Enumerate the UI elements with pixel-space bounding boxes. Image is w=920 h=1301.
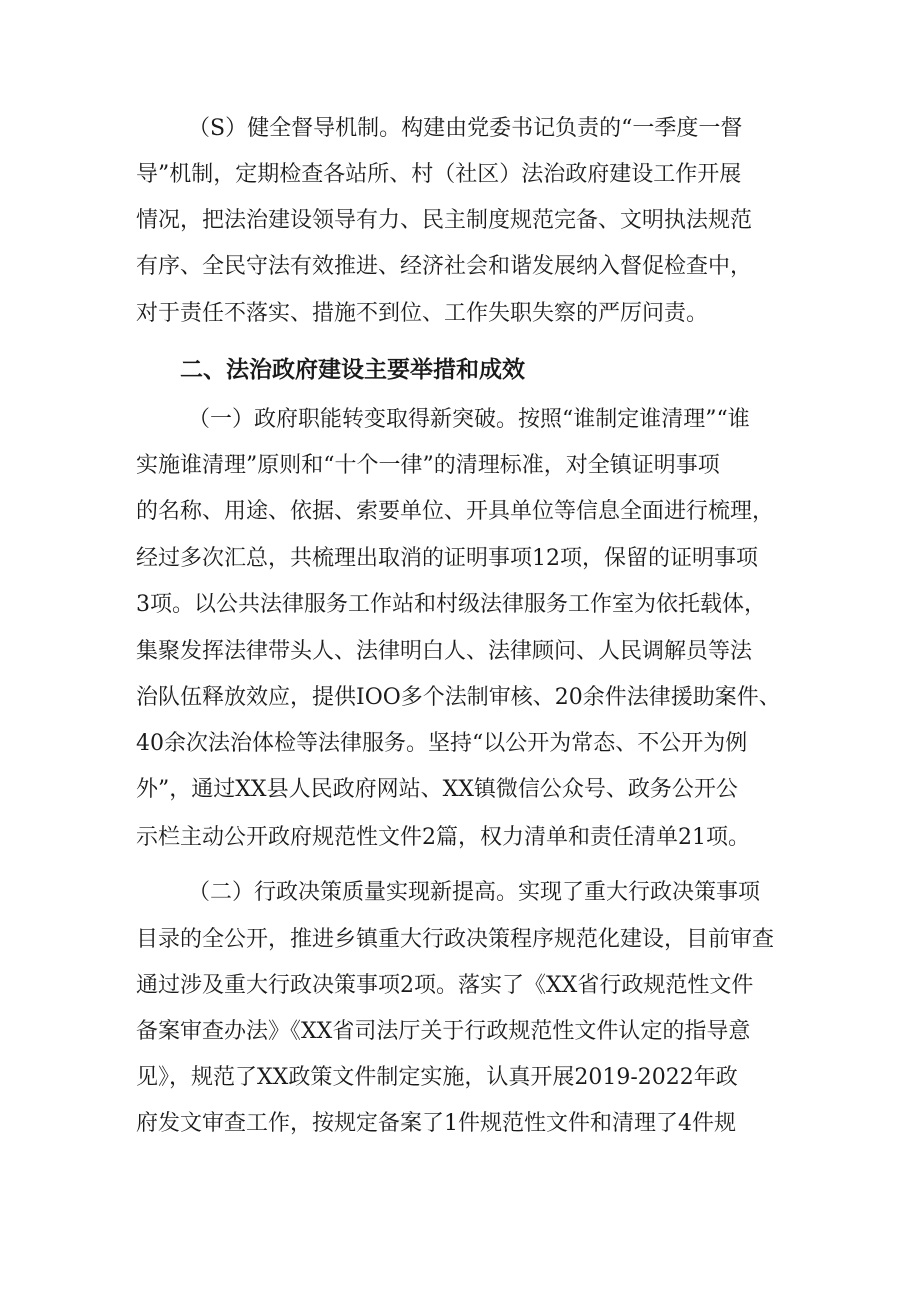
text-line: 见》，规范了XX政策文件制定实施，认真开展2019-2022年政 [136, 1065, 738, 1090]
text-line: （二）行政决策质量实现新提高。实现了重大行政决策事项 [188, 880, 761, 905]
text-line: （一）政府职能转变取得新突破。按照“谁制定谁清理”“谁 [188, 407, 750, 432]
text-line: 通过涉及重大行政决策事项2项。落实了《XX省行政规范性文件 [136, 973, 754, 998]
text-line: 3项。以公共法律服务工作站和村级法律服务工作室为依托载体， [136, 592, 766, 617]
text-line: （S）健全督导机制。构建由党委书记负责的“一季度一督 [188, 116, 743, 141]
text-line: 示栏主动公开政府规范性文件2篇，权力清单和责任清单21项。 [136, 825, 750, 850]
text-line: 治队伍释放效应，提供IOO多个法制审核、20余件法律援助案件、 [136, 685, 781, 710]
text-line: 情况，把法治建设领导有力、民主制度规范完备、文明执法规范 [136, 208, 753, 233]
text-line: 集聚发挥法律带头人、法律明白人、法律顾问、人民调解员等法 [136, 639, 753, 664]
text-line: 府发文审查工作，按规定备案了1件规范性文件和清理了4件规 [136, 1111, 736, 1136]
text-line: 目录的全公开，推进乡镇重大行政决策程序规范化建设，目前审查 [136, 927, 775, 952]
text-line: 对于责任不落实、措施不到位、工作失职失察的严厉问责。 [136, 301, 709, 326]
text-line: 导”机制，定期检查各站所、村（社区）法治政府建设工作开展 [136, 162, 742, 187]
text-line: 实施谁清理”原则和“十个一律”的清理标准，对全镇证明事项 [136, 453, 720, 478]
text-line: 备案审查办法》《XX省司法厅关于行政规范性文件认定的指导意 [136, 1019, 751, 1044]
text-line: 的名称、用途、依据、索要单位、开具单位等信息全面进行梳理， [136, 499, 775, 524]
text-line: 经过多次汇总，共梳理出取消的证明事项12项，保留的证明事项 [136, 546, 758, 571]
text-line: 外”，通过XX县人民政府网站、XX镇微信公众号、政务公开公 [136, 777, 738, 802]
text-line: 有序、全民守法有效推进、经济社会和谐发展纳入督促检查中， [136, 254, 753, 279]
text-line: 40余次法治体检等法律服务。坚持“以公开为常态、不公开为例 [136, 731, 748, 756]
section-heading: 二、法治政府建设主要举措和成效 [180, 357, 525, 383]
